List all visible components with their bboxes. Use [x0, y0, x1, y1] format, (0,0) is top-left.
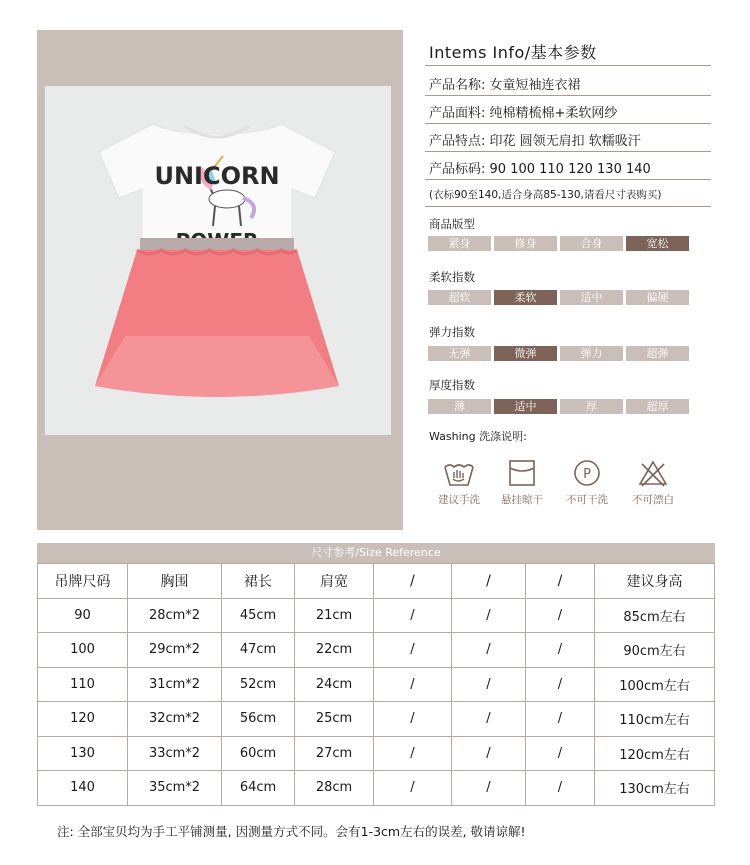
softness-index-label: 柔软指数: [429, 270, 475, 284]
table-cell: 90: [38, 598, 128, 633]
index-option: 厚: [560, 399, 623, 414]
table-cell: 52cm: [222, 667, 295, 702]
table-row: [38, 667, 715, 702]
index-option: 薄: [428, 399, 491, 414]
table-cell: /: [526, 598, 595, 633]
no-bleach-icon: [637, 458, 669, 488]
table-cell: 130: [38, 736, 128, 771]
table-cell: /: [374, 771, 452, 806]
divider: [425, 179, 711, 180]
table-row: [38, 598, 715, 633]
table-cell: /: [374, 736, 452, 771]
column-header: /: [374, 564, 452, 599]
table-cell: /: [452, 771, 526, 806]
table-cell: 110: [38, 667, 128, 702]
column-header: 裙长: [222, 564, 295, 599]
table-cell: 85cm左右: [595, 598, 715, 633]
hang-dry-icon: [507, 458, 537, 488]
table-cell: /: [452, 667, 526, 702]
wash-instruction-hand-wash: [424, 458, 494, 507]
column-header: 胸围: [128, 564, 222, 599]
product-features-row: 产品特点: 印花 圆领无肩扣 软糯吸汗: [429, 134, 641, 149]
table-cell: 35cm*2: [128, 771, 222, 806]
measurement-note: 注: 全部宝贝均为手工平铺测量, 因测量方式不同。会有1-3cm左右的误差, 敬请谅解!: [57, 824, 526, 839]
index-option: 修身: [494, 236, 557, 251]
table-caption: 尺寸参考/Size Reference: [37, 543, 715, 563]
table-cell: 90cm左右: [595, 633, 715, 668]
index-option: 超弹: [626, 346, 689, 361]
table-cell: 27cm: [295, 736, 374, 771]
divider: [425, 151, 711, 152]
table-cell: 120: [38, 702, 128, 737]
thickness-index-bar: [428, 399, 689, 414]
table-cell: 140: [38, 771, 128, 806]
table-cell: /: [374, 667, 452, 702]
print-text-unicorn: UNICORN: [154, 162, 280, 190]
softness-index-bar: [428, 290, 689, 305]
index-option-selected: 适中: [494, 399, 557, 414]
table-row: [38, 633, 715, 668]
svg-text:P: P: [583, 467, 591, 482]
table-cell: /: [374, 598, 452, 633]
table-cell: 56cm: [222, 702, 295, 737]
table-cell: 47cm: [222, 633, 295, 668]
divider: [425, 65, 711, 66]
wash-instruction-hang-dry: [487, 458, 557, 507]
table-cell: 25cm: [295, 702, 374, 737]
table-cell: 110cm左右: [595, 702, 715, 737]
index-option: 偏硬: [626, 290, 689, 305]
table-cell: 31cm*2: [128, 667, 222, 702]
divider: [425, 95, 711, 96]
table-cell: 29cm*2: [128, 633, 222, 668]
table-cell: /: [374, 702, 452, 737]
table-cell: /: [452, 736, 526, 771]
table-row: [38, 771, 715, 806]
table-row: [38, 702, 715, 737]
wash-text: 不可漂白: [632, 494, 674, 506]
divider: [425, 206, 711, 207]
wash-text: 建议手洗: [438, 494, 480, 506]
wash-text: 不可干洗: [566, 494, 608, 506]
table-cell: 130cm左右: [595, 771, 715, 806]
table-cell: /: [526, 633, 595, 668]
table-row: [38, 736, 715, 771]
table-cell: /: [526, 736, 595, 771]
table-cell: 33cm*2: [128, 736, 222, 771]
index-option: 无弹: [428, 346, 491, 361]
table-cell: /: [374, 633, 452, 668]
column-header: /: [526, 564, 595, 599]
table-cell: 22cm: [295, 633, 374, 668]
table-cell: 28cm: [295, 771, 374, 806]
table-cell: 100: [38, 633, 128, 668]
column-header: 肩宽: [295, 564, 374, 599]
column-header: 吊牌尺码: [38, 564, 128, 599]
column-header: 建议身高: [595, 564, 715, 599]
table-cell: 32cm*2: [128, 702, 222, 737]
index-option: 超软: [428, 290, 491, 305]
table-header-row: [38, 564, 715, 599]
table-cell: 60cm: [222, 736, 295, 771]
elasticity-index-bar: [428, 346, 689, 361]
hand-wash-icon: [442, 458, 476, 488]
washing-label: Washing 洗涤说明:: [429, 430, 527, 443]
table-cell: 64cm: [222, 771, 295, 806]
size-note: (衣标90至140,适合身高85-130,请看尺寸表购买): [429, 189, 662, 201]
elasticity-index-label: 弹力指数: [429, 325, 475, 339]
index-option-selected: 宽松: [626, 236, 689, 251]
wash-instruction-no-dry-clean: [552, 458, 622, 507]
fit-index-bar: [428, 236, 689, 251]
thickness-index-label: 厚度指数: [429, 378, 475, 392]
product-sizes-row: 产品标码: 90 100 110 120 130 140: [429, 162, 651, 177]
table-cell: /: [526, 771, 595, 806]
table-cell: 24cm: [295, 667, 374, 702]
table-cell: /: [452, 702, 526, 737]
column-header: /: [452, 564, 526, 599]
table-cell: 45cm: [222, 598, 295, 633]
table-cell: /: [452, 633, 526, 668]
product-name-row: 产品名称: 女童短袖连衣裙: [429, 78, 581, 93]
size-reference-table: [37, 543, 715, 806]
table-cell: 120cm左右: [595, 736, 715, 771]
index-option: 紧身: [428, 236, 491, 251]
no-dry-clean-icon: [572, 458, 602, 488]
table-cell: 28cm*2: [128, 598, 222, 633]
index-option: 弹力: [560, 346, 623, 361]
product-info-panel: [403, 30, 722, 530]
table-cell: /: [526, 667, 595, 702]
product-photo: [45, 86, 391, 435]
index-option: 适中: [560, 290, 623, 305]
table-cell: /: [452, 598, 526, 633]
table-cell: /: [526, 702, 595, 737]
wash-instruction-no-bleach: [618, 458, 688, 507]
divider: [425, 123, 711, 124]
info-title: Intems Info/基本参数: [429, 43, 597, 62]
fit-index-label: 商品版型: [429, 217, 475, 231]
product-fabric-row: 产品面料: 纯棉精梳棉+柔软网纱: [429, 106, 618, 121]
index-option: 合身: [560, 236, 623, 251]
index-option-selected: 柔软: [494, 290, 557, 305]
table-cell: 100cm左右: [595, 667, 715, 702]
index-option: 超厚: [626, 399, 689, 414]
index-option-selected: 微弹: [494, 346, 557, 361]
table-cell: 21cm: [295, 598, 374, 633]
wash-text: 悬挂晾干: [501, 494, 543, 506]
